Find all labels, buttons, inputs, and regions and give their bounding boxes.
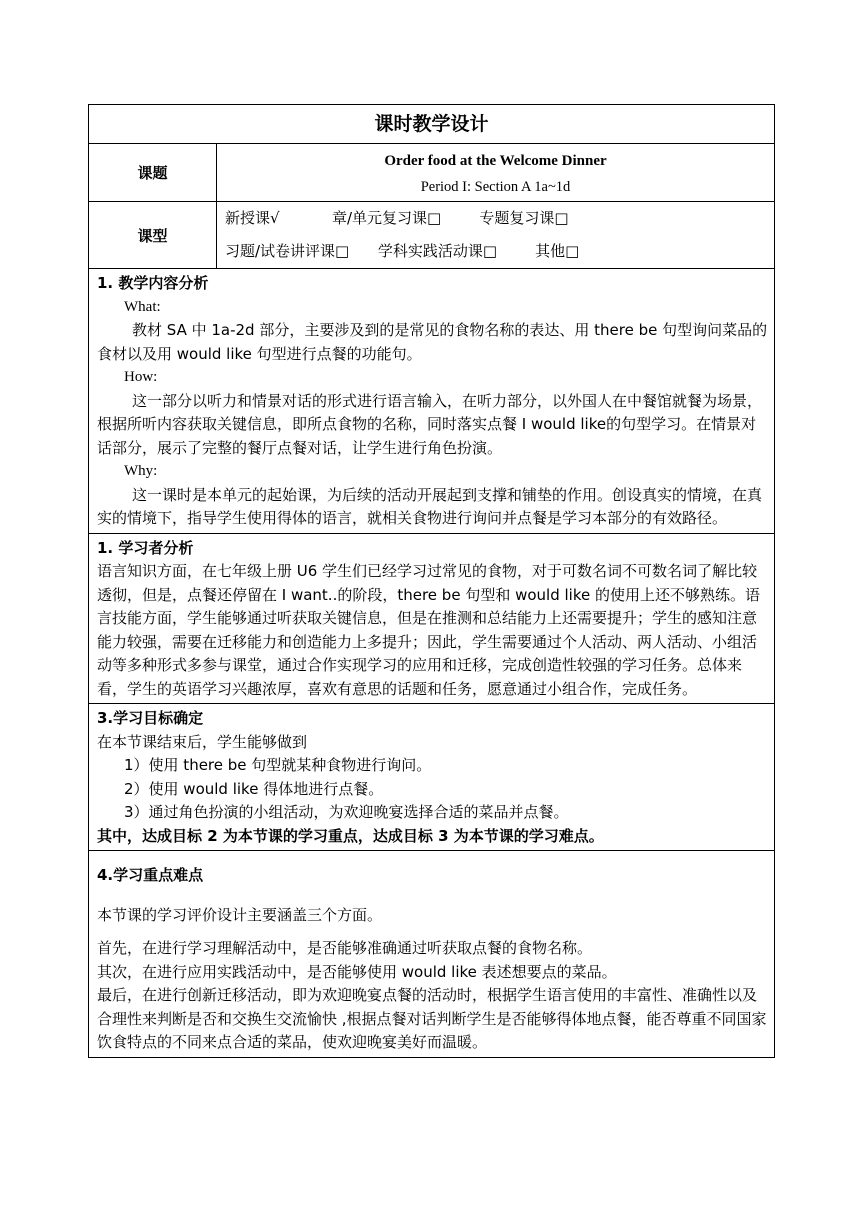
lesson-type-line-2: 习题/试卷讲评课□ 学科实践活动课□ 其他□	[225, 242, 580, 260]
what-label: What:	[124, 298, 161, 315]
goal-item: 1）使用 there be 句型就某种食物进行询问。	[124, 756, 432, 774]
learning-goals-heading: 3.学习目标确定	[97, 709, 204, 727]
how-label: How:	[124, 369, 158, 385]
evaluation-point-2: 其次，在进行应用实践活动中，是否能够使用 would like 表述想要点的菜品。	[97, 962, 617, 981]
lesson-type-row	[89, 202, 775, 269]
learner-analysis-row	[89, 533, 775, 704]
why-label: Why:	[124, 463, 158, 479]
learner-analysis-heading: 1. 学习者分析	[97, 538, 194, 557]
course-name: Order food at the Welcome Dinner	[384, 153, 607, 169]
goal-item: 2）使用 would like 得体地进行点餐。	[124, 779, 384, 798]
how-text: 这一部分以听力和情景对话的形式进行语言输入，在听力部分，以外国人在中餐馆就餐为场景，根据所听内容获取关键信息，即所点食物的名称，同时落实点餐 I would like的句型学习。在情景对话部分，展示了完整的餐厅点餐对话，让学生进行角色扮演。	[97, 391, 763, 457]
evaluation-intro: 本节课的学习评价设计主要涵盖三个方面。	[97, 905, 383, 924]
lesson-type-label: 课型	[89, 202, 217, 269]
course-cell	[217, 144, 775, 202]
lesson-design-document	[88, 104, 774, 1058]
lesson-type-line-1: 新授课√ 章/单元复习课□ 专题复习课□	[225, 209, 569, 227]
goal-item: 3）通过角色扮演的小组活动，为欢迎晚宴选择合适的菜品并点餐。	[124, 803, 569, 821]
key-points-row	[89, 851, 775, 1058]
what-text: 教材 SA 中 1a-2d 部分，主要涉及到的是常见的食物名称的表达、用 there be 句型询问菜品的食材以及用 would like 句型进行点餐的功能句。	[97, 321, 768, 363]
key-points-section	[89, 851, 775, 1058]
title-row	[89, 105, 775, 144]
learning-goals-intro: 在本节课结束后，学生能够做到	[97, 732, 308, 751]
spacer	[97, 888, 768, 904]
course-row	[89, 144, 775, 202]
why-text: 这一课时是本单元的起始课，为后续的活动开展起到支撑和铺垫的作用。创设真实的情境，在真实的情境下，指导学生使用得体的语言，就相关食物进行询问并点餐是学习本部分的有效路径。	[97, 485, 763, 527]
content-analysis-heading: 1. 教学内容分析	[97, 274, 209, 292]
key-points-heading: 4.学习重点难点	[97, 866, 204, 884]
page-title: 课时教学设计	[89, 105, 775, 144]
key-difficulty-statement: 其中，达成目标 2 为本节课的学习重点，达成目标 3 为本节课的学习难点。	[97, 826, 604, 845]
course-label: 课题	[89, 144, 217, 202]
evaluation-point-3: 最后，在进行创新迁移活动，即为欢迎晚宴点餐的活动时，根据学生语言使用的丰富性、准确性以及合理性来判断是否和交换生交流愉快 ,根据点餐对话判断学生是否能够得体地点餐，能否尊重不同国家饮食特点的不同来点合适的菜品，使欢迎晚宴美好而温暖。	[97, 986, 767, 1051]
learning-goals-section	[89, 704, 775, 851]
lesson-type-cell	[217, 202, 775, 269]
learner-analysis-section	[89, 533, 775, 704]
learner-analysis-text: 语言知识方面，在七年级上册 U6 学生们已经学习过常见的食物，对于可数名词不可数名词了解比较透彻，但是，点餐还停留在 I want..的阶段，there be 句型和 would like 的使用上还不够熟练。语言技能方面，学生能够通过听获取关键信息，但是在推测和总结能力上还需要提升；学生的感知注意能力较强，需要在迁移能力和创造能力上多提升；因此，学生需要通过个人活动、两人活动、小组活动等多种形式多参与课堂，通过合作实现学习的应用和迁移，完成创造性较强的学习任务。总体来看，学生的英语学习兴趣浓厚，喜欢有意思的话题和任务，愿意通过小组合作，完成任务。	[97, 562, 760, 698]
spacer	[97, 927, 768, 937]
learning-goals-row	[89, 704, 775, 851]
content-analysis-section	[89, 269, 775, 534]
course-period: Period I: Section A 1a~1d	[420, 179, 571, 195]
content-analysis-row	[89, 269, 775, 534]
evaluation-point-1: 首先，在进行学习理解活动中，是否能够准确通过听获取点餐的食物名称。	[97, 939, 593, 957]
lesson-design-table	[88, 104, 775, 1058]
